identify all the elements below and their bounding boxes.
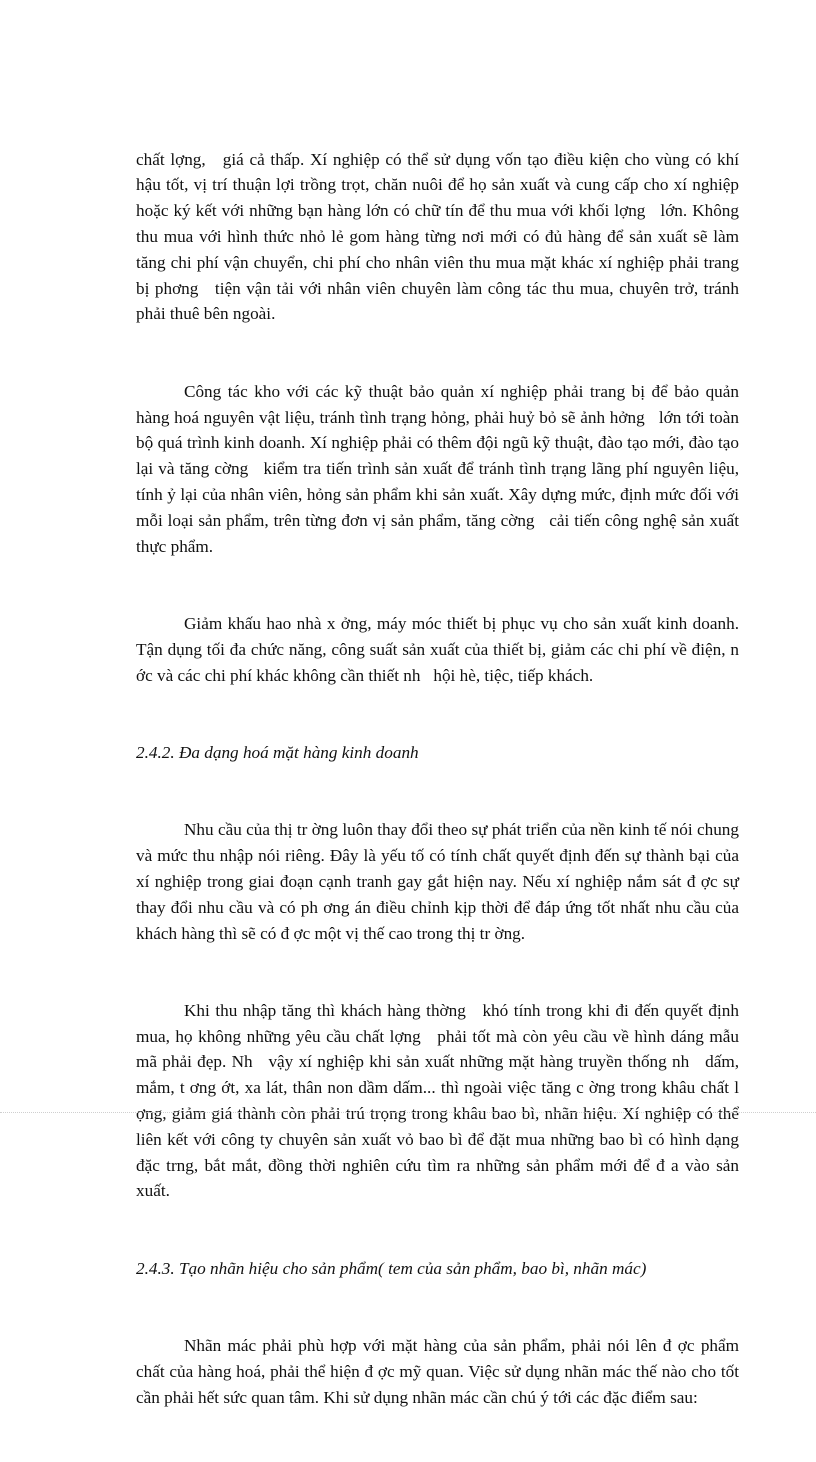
- section-heading-2-4-3: 2.4.3. Tạo nhãn hiệu cho sản phẩm( tem của sản phẩm, bao bì, nhãn mác): [136, 1258, 647, 1278]
- document-body: [136, 95, 748, 1462]
- page-bottom-divider: [0, 1112, 816, 1113]
- paragraph-market-demand: Nhu cầu của thị tr ờng luôn thay đổi theo sự phát triển của nền kinh tế nói chung và mức thu nhập nói riêng. Đây là yếu tố có tính chất quyết định đến sự thành bại của xí nghiệp trong giai đoạn cạnh tranh gay gắt hiện nay. Nếu xí nghiệp nắm sát đ ợc sự thay đổi nhu cầu và có ph ơng án điều chỉnh kịp thời để đáp ứng tốt nhất nhu cầu của khách hàng thì sẽ có đ ợc một vị thế cao trong thị tr ờng.: [136, 820, 744, 943]
- paragraph-income-growth: Khi thu nhập tăng thì khách hàng thờng khó tính trong khi đi đến quyết định mua, họ không những yêu cầu chất lợng phải tốt mà còn yêu cầu về hình dáng mẫu mã phải đẹp. Nh vậy xí nghiệp khi sản xuất những mặt hàng truyền thống nh dấm, mắm, t ơng ớt, xa lát, thân non dầm dấm... thì ngoài việc tăng c ờng trong khâu chất l ợng, giảm giá thành còn phải trú trọng trong khâu bao bì, nhãn hiệu. Xí nghiệp có thể liên kết với công ty chuyên sản xuất vỏ bao bì để đặt mua những bao bì có hình dạng đặc trng, bắt mắt, đồng thời nghiên cứu tìm ra những sản phẩm mới để đ a vào sản xuất.: [136, 1000, 744, 1201]
- paragraph-procurement: chất lợng, giá cả thấp. Xí nghiệp có thể sử dụng vốn tạo điều kiện cho vùng có khí hậu tốt, vị trí thuận lợi trồng trọt, chăn nuôi để họ sản xuất và cung cấp cho xí nghiệp hoặc ký kết với những bạn hàng lớn có chữ tín để thu mua với khối lợng lớn. Không thu mua với hình thức nhỏ lẻ gom hàng từng nơi mới có đủ hàng để sản xuất sẽ làm tăng chi phí vận chuyển, chi phí cho nhân viên thu mua mặt khác xí nghiệp phải trang bị phơng tiện vận tải với nhân viên chuyên làm công tác thu mua, chuyên trở, tránh phải thuê bên ngoài.: [136, 149, 744, 324]
- paragraph-labels: Nhãn mác phải phù hợp với mặt hàng của sản phẩm, phải nói lên đ ợc phẩm chất của hàng hoá, phải thể hiện đ ợc mỹ quan. Việc sử dụng nhãn mác thế nào cho tốt cần phải hết sức quan tâm. Khi sử dụng nhãn mác cần chú ý tới các đặc điểm sau:: [136, 1336, 744, 1407]
- section-heading-2-4-2: 2.4.2. Đa dạng hoá mặt hàng kinh doanh: [136, 742, 419, 762]
- paragraph-depreciation: Giảm khấu hao nhà x ởng, máy móc thiết bị phục vụ cho sản xuất kinh doanh. Tận dụng tối đa chức năng, công suất sản xuất của thiết bị, giảm các chi phí về điện, n ớc và các chi phí khác không cần thiết nh hội hè, tiệc, tiếp khách.: [136, 613, 744, 685]
- paragraph-warehouse: Công tác kho với các kỹ thuật bảo quản xí nghiệp phải trang bị để bảo quản hàng hoá nguyên vật liệu, tránh tình trạng hỏng, phải huỷ bỏ sẽ ảnh hởng lớn tới toàn bộ quá trình kinh doanh. Xí nghiệp phải có thêm đội ngũ kỹ thuật, đào tạo mới, đào tạo lại và tăng cờng kiểm tra tiến trình sản xuất để tránh tình trạng lãng phí nguyên liệu, tính ỷ lại của nhân viên, hỏng sản phẩm khi sản xuất. Xây dựng mức, định mức đối với mỗi loại sản phẩm, trên từng đơn vị sản phẩm, tăng cờng cải tiến công nghệ sản xuất thực phẩm.: [136, 381, 748, 556]
